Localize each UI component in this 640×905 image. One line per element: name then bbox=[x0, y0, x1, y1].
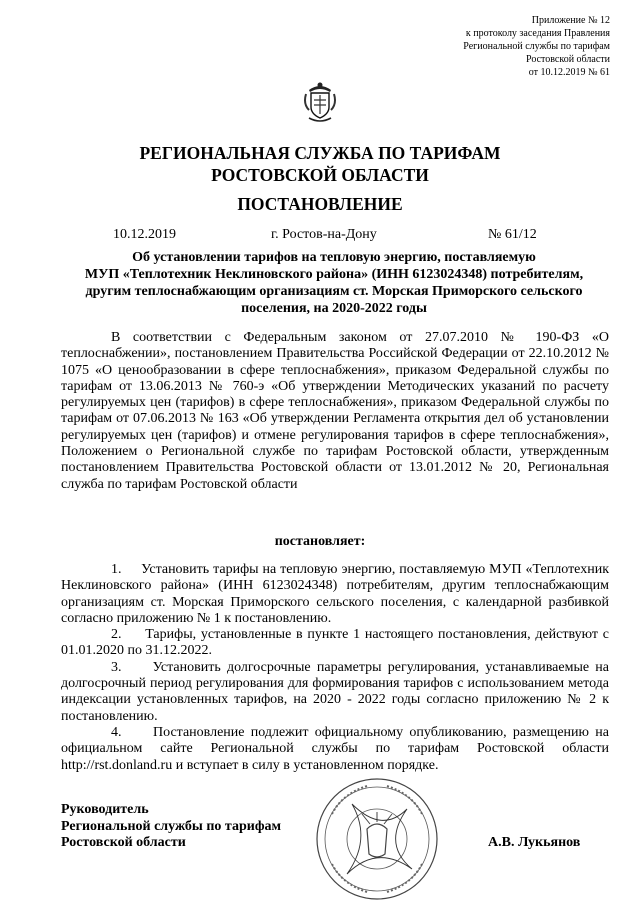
document-subject bbox=[60, 249, 608, 317]
signer-line: Региональной службы по тарифам bbox=[61, 818, 282, 834]
appendix-line: Региональной службы по тарифам bbox=[463, 41, 610, 52]
organization-title bbox=[0, 142, 640, 186]
document-number: № 61/12 bbox=[488, 227, 537, 242]
resolution-item: 4. Постановление подлежит официальному опубликованию, размещению на официальном сайте Региональной службы по тарифам Ростовской области http://rst.donland.ru и вступает в силу в установленном порядке. bbox=[61, 724, 613, 773]
appendix-note bbox=[370, 14, 610, 79]
appendix-line: от 10.12.2019 № 61 bbox=[528, 67, 610, 78]
official-seal-icon bbox=[312, 774, 442, 904]
document-type: ПОСТАНОВЛЕНИЕ bbox=[237, 194, 403, 214]
coat-of-arms-icon bbox=[303, 80, 337, 124]
org-line: РОСТОВСКОЙ ОБЛАСТИ bbox=[211, 165, 429, 185]
resolution-items bbox=[61, 562, 613, 774]
subject-line: поселения, на 2020-2022 годы bbox=[241, 301, 427, 316]
signer-line: Руководитель bbox=[61, 802, 149, 817]
preamble-paragraph: В соответствии с Федеральным законом от 27.07.2010 № 190-ФЗ «О теплоснабжении», постановлением Правительства Российской Федерации от 22.10.2012 № 1075 «О ценообразовании в сфере теплоснабжения», приказом Федеральной службы по тарифам от 13.06.2013 № 760-э «Об утверждении Методических указаний по расчету регулируемых цен (тарифов) в сфере теплоснабжения», приказом Федеральной службы по тарифам от 07.06.2013 № 163 «Об утверждении Регламента открытия дел об установлении регулируемых цен (тарифов) и отмене регулирования тарифов в сфере теплоснабжения», Положением о Региональной службе по тарифам Ростовской области, утвержденным постановлением Правительства Ростовской области от 13.01.2012 № 20, Региональная служба по тарифам Ростовской области bbox=[61, 330, 609, 492]
signer-name: А.В. Лукьянов bbox=[488, 835, 581, 850]
subject-line: МУП «Теплотехник Неклиновского района» (ИНН 6123024348) потребителям, bbox=[84, 267, 584, 282]
subject-line: Об установлении тарифов на тепловую энергию, поставляемую bbox=[132, 250, 536, 265]
resolves-heading: постановляет: bbox=[274, 534, 366, 549]
appendix-line: к протоколу заседания Правления bbox=[465, 28, 610, 39]
appendix-line: Ростовской области bbox=[526, 54, 610, 65]
resolution-item: 2. Тарифы, установленные в пункте 1 настоящего постановления, действуют с 01.01.2020 по 31.12.2022. bbox=[61, 627, 613, 659]
subject-line: другим теплоснабжающим организациям ст. Морская Приморского сельского bbox=[85, 284, 583, 299]
org-line: РЕГИОНАЛЬНАЯ СЛУЖБА ПО ТАРИФАМ bbox=[139, 143, 501, 163]
resolution-item: 1. Установить тарифы на тепловую энергию, поставляемую МУП «Теплотехник Неклиновского района» (ИНН 6123024348) потребителям, другим теплоснабжающим организациям ст. Морская Приморского сельского поселения, с календарной разбивкой согласно приложению № 1 к постановлению. bbox=[61, 562, 613, 626]
appendix-line: Приложение № 12 bbox=[531, 15, 610, 26]
document-date: 10.12.2019 bbox=[113, 227, 176, 242]
resolution-item: 3. Установить долгосрочные параметры регулирования, устанавливаемые на долгосрочный период регулирования для формирования тарифов с использованием метода индексации установленных тарифов, на 2020 - 2022 годы согласно приложению № 2 к постановлению. bbox=[61, 659, 613, 724]
signer-line: Ростовской области bbox=[61, 835, 186, 850]
signer-title bbox=[61, 802, 281, 852]
document-city: г. Ростов-на-Дону bbox=[271, 227, 377, 242]
